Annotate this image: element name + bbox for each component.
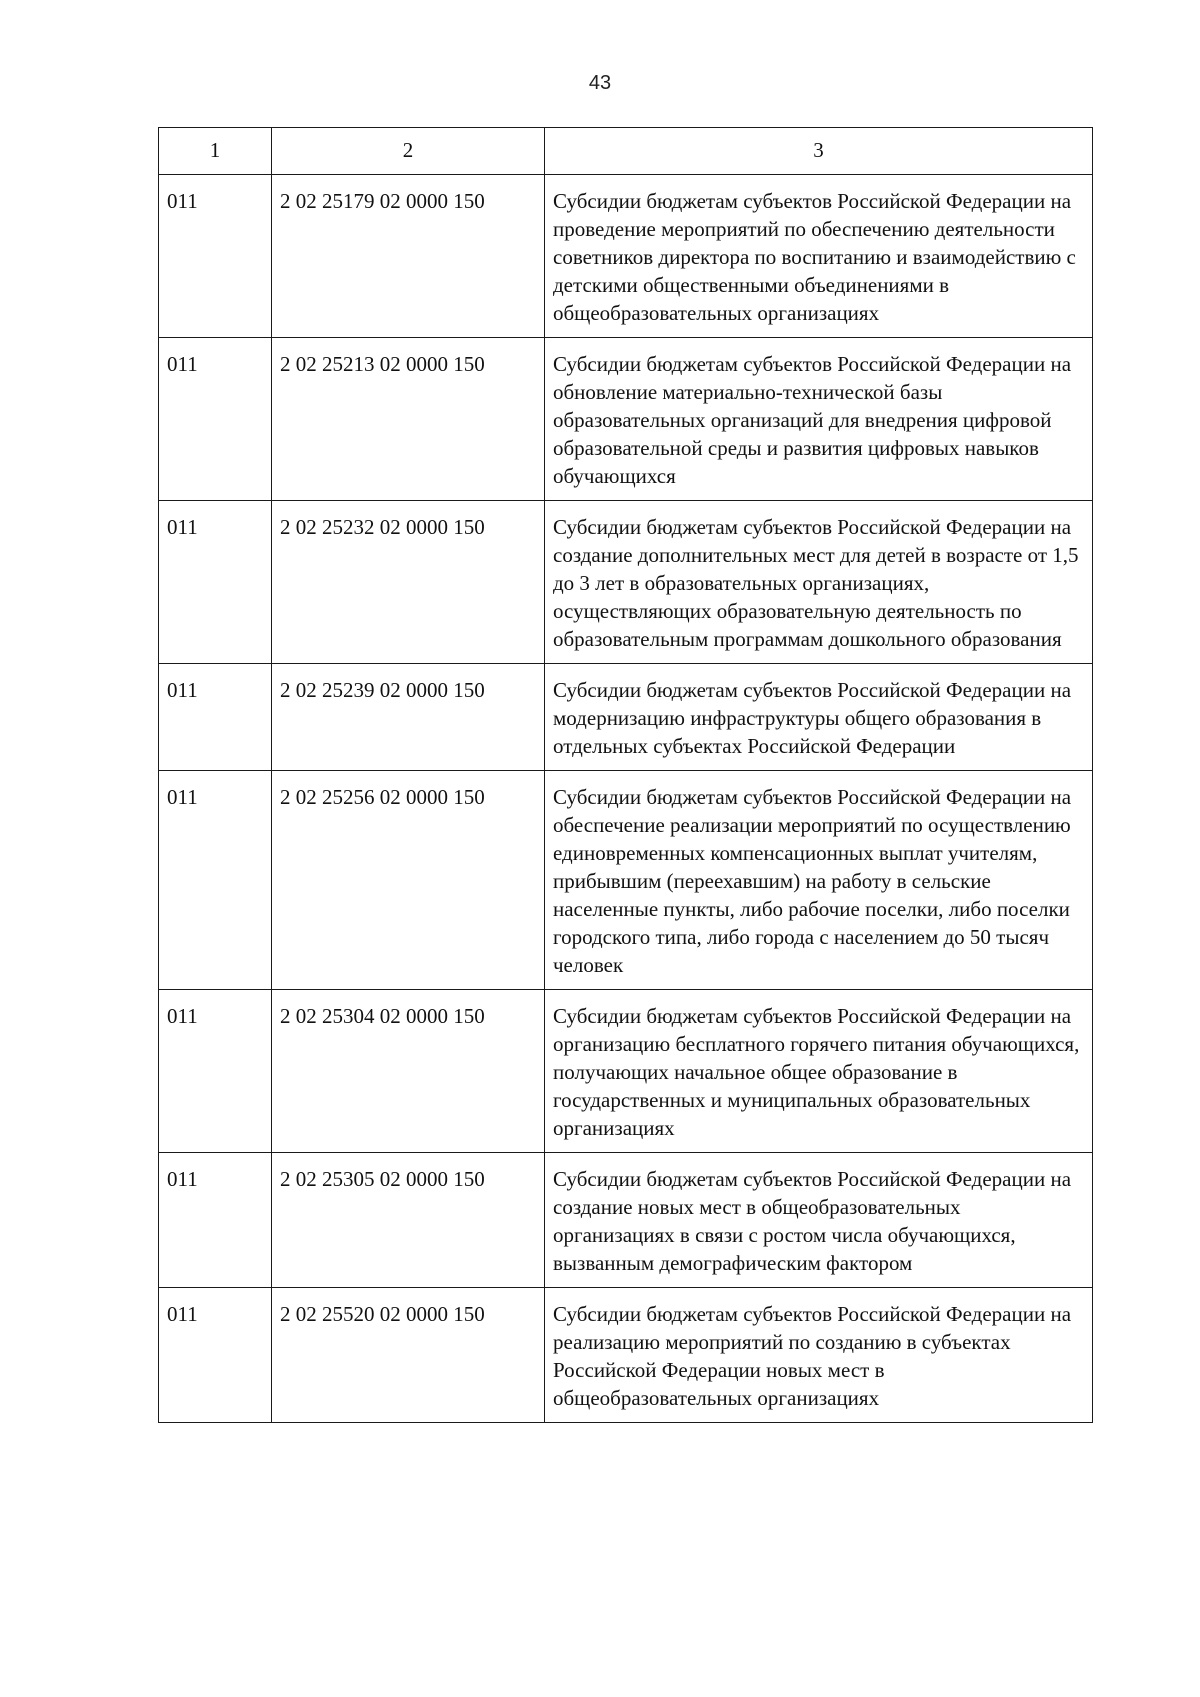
description-cell: Субсидии бюджетам субъектов Российской Федерации на модернизацию инфраструктуры общего образования в отдельных субъектах Российской Федерации [545,664,1093,771]
table-row [159,175,1093,338]
table-row [159,1153,1093,1288]
table-row [159,338,1093,501]
admin-code-cell: 011 [159,664,272,771]
table-row [159,990,1093,1153]
description-cell: Субсидии бюджетам субъектов Российской Федерации на обеспечение реализации мероприятий по осуществлению единовременных компенсационных выплат учителям, прибывшим (переехавшим) на работу в сельские населенные пункты, либо рабочие поселки, либо поселки городского типа, либо города с населением до 50 тысяч человек [545,771,1093,990]
budget-code-cell: 2 02 25179 02 0000 150 [272,175,545,338]
admin-code-cell: 011 [159,501,272,664]
column-header: 2 [272,128,545,175]
column-header: 3 [545,128,1093,175]
admin-code-cell: 011 [159,990,272,1153]
description-cell: Субсидии бюджетам субъектов Российской Федерации на обновление материально-технической базы образовательных организаций для внедрения цифровой образовательной среды и развития цифровых навыков обучающихся [545,338,1093,501]
admin-code-cell: 011 [159,1153,272,1288]
budget-codes-table [158,127,1093,1423]
budget-code-cell: 2 02 25256 02 0000 150 [272,771,545,990]
column-header: 1 [159,128,272,175]
description-cell: Субсидии бюджетам субъектов Российской Федерации на реализацию мероприятий по созданию в субъектах Российской Федерации новых мест в общеобразовательных организациях [545,1288,1093,1423]
admin-code-cell: 011 [159,175,272,338]
description-cell: Субсидии бюджетам субъектов Российской Федерации на создание новых мест в общеобразовательных организациях в связи с ростом числа обучающихся, вызванным демографическим фактором [545,1153,1093,1288]
description-cell: Субсидии бюджетам субъектов Российской Федерации на организацию бесплатного горячего питания обучающихся, получающих начальное общее образование в государственных и муниципальных образовательных организациях [545,990,1093,1153]
description-cell: Субсидии бюджетам субъектов Российской Федерации на создание дополнительных мест для детей в возрасте от 1,5 до 3 лет в образовательных организациях, осуществляющих образовательную деятельность по образовательным программам дошкольного образования [545,501,1093,664]
budget-code-cell: 2 02 25304 02 0000 150 [272,990,545,1153]
admin-code-cell: 011 [159,338,272,501]
budget-code-cell: 2 02 25232 02 0000 150 [272,501,545,664]
table-row [159,1288,1093,1423]
table-row [159,664,1093,771]
table-row [159,771,1093,990]
table-header-row [159,128,1093,175]
admin-code-cell: 011 [159,771,272,990]
budget-code-cell: 2 02 25520 02 0000 150 [272,1288,545,1423]
admin-code-cell: 011 [159,1288,272,1423]
page-number: 43 [588,72,612,94]
table-row [159,501,1093,664]
budget-code-cell: 2 02 25213 02 0000 150 [272,338,545,501]
budget-code-cell: 2 02 25239 02 0000 150 [272,664,545,771]
budget-code-cell: 2 02 25305 02 0000 150 [272,1153,545,1288]
description-cell: Субсидии бюджетам субъектов Российской Федерации на проведение мероприятий по обеспечению деятельности советников директора по воспитанию и взаимодействию с детскими общественными объединениями в общеобразовательных организациях [545,175,1093,338]
